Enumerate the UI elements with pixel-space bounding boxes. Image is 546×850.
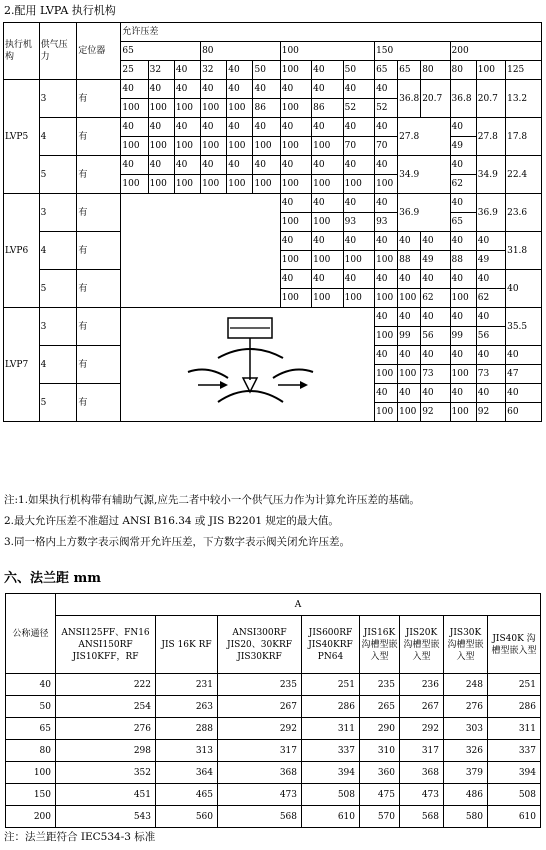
- positioner: 有: [77, 194, 121, 232]
- cell: 40: [148, 156, 174, 175]
- cell: 40: [506, 384, 542, 403]
- cell: 40: [121, 80, 148, 99]
- flange-value: 265: [360, 696, 400, 718]
- supply-pressure: 5: [39, 384, 77, 422]
- col-header: JIS16K 沟槽型嵌入型: [360, 616, 400, 674]
- cell: 100: [227, 99, 253, 118]
- cell: 40: [121, 118, 148, 137]
- cell: 40: [476, 232, 505, 251]
- cell: 40: [201, 118, 227, 137]
- cell: 40: [450, 194, 476, 213]
- flange-value: 286: [302, 696, 360, 718]
- cell: 73: [421, 365, 450, 384]
- flange-value: 311: [302, 718, 360, 740]
- cell: 40: [398, 384, 421, 403]
- cell: 40: [476, 270, 505, 289]
- cell: 40: [280, 80, 311, 99]
- empty-cell: [121, 194, 280, 308]
- cell: 100: [174, 175, 200, 194]
- note-3: 3.同一格内上方数字表示阀常开允许压差，下方数字表示阀关闭允许压差。: [4, 536, 351, 548]
- cell: 56: [476, 327, 505, 346]
- size: 65: [398, 61, 421, 80]
- section-title: 2.配用 LVPA 执行机构: [4, 4, 116, 17]
- flange-value: 570: [360, 806, 400, 828]
- flange-value: 310: [360, 740, 400, 762]
- flange-value: 508: [488, 784, 541, 806]
- cell: 62: [450, 175, 476, 194]
- col-header: JIS 16K RF: [156, 616, 218, 674]
- group-150: 150: [375, 42, 450, 61]
- flange-value: 610: [488, 806, 541, 828]
- flange-value: 231: [156, 674, 218, 696]
- cell: 40: [280, 270, 311, 289]
- positioner: 有: [77, 232, 121, 270]
- cell: 100: [450, 403, 476, 422]
- cell: 27.8: [476, 118, 505, 156]
- cell: 40: [343, 156, 374, 175]
- cell: 13.2: [506, 80, 542, 118]
- cell: 40: [506, 270, 542, 308]
- cell: 40: [398, 270, 421, 289]
- cell: 40: [375, 308, 398, 327]
- positioner: 有: [77, 156, 121, 194]
- cell: 40: [450, 384, 476, 403]
- cell: 100: [343, 175, 374, 194]
- cell: 100: [148, 175, 174, 194]
- size: 25: [121, 61, 148, 80]
- cell: 88: [398, 251, 421, 270]
- cell: 40: [450, 346, 476, 365]
- cell: 40: [312, 194, 343, 213]
- cell: 40: [121, 156, 148, 175]
- cell: 92: [421, 403, 450, 422]
- cell: 40: [375, 232, 398, 251]
- flange-value: 288: [156, 718, 218, 740]
- cell: 73: [476, 365, 505, 384]
- supply-pressure: 5: [39, 156, 77, 194]
- cell: 20.7: [476, 80, 505, 118]
- note-2: 2.最大允许压差不准超过 ANSI B16.34 或 JIS B2201 规定的最大值。: [4, 515, 339, 527]
- cell: 100: [280, 213, 311, 232]
- cell: 100: [174, 137, 200, 156]
- cell: 49: [421, 251, 450, 270]
- cell: 40: [476, 308, 505, 327]
- cell: 40: [375, 194, 398, 213]
- cell: 40: [227, 80, 253, 99]
- cell: 65: [450, 213, 476, 232]
- size: 40: [312, 61, 343, 80]
- size: 32: [148, 61, 174, 80]
- nominal-size: 65: [6, 718, 56, 740]
- flange-value: 610: [302, 806, 360, 828]
- nominal-size: 100: [6, 762, 56, 784]
- cell: 40: [450, 232, 476, 251]
- group-80: 80: [201, 42, 281, 61]
- cell: 40: [398, 346, 421, 365]
- header-nominal: 公称通径: [6, 594, 56, 674]
- flange-value: 251: [302, 674, 360, 696]
- cell: 100: [174, 99, 200, 118]
- cell: 100: [148, 137, 174, 156]
- cell: 100: [375, 403, 398, 422]
- cell: 100: [375, 327, 398, 346]
- cell: 100: [227, 137, 253, 156]
- flange-value: 251: [488, 674, 541, 696]
- flange-value: 236: [400, 674, 444, 696]
- valve-icon: [128, 310, 368, 415]
- supply-pressure: 4: [39, 346, 77, 384]
- flange-value: 337: [302, 740, 360, 762]
- flange-value: 276: [56, 718, 156, 740]
- flange-value: 290: [360, 718, 400, 740]
- cell: 100: [253, 175, 280, 194]
- cell: 100: [121, 175, 148, 194]
- cell: 49: [450, 137, 476, 156]
- table-row: [6, 674, 541, 696]
- supply-pressure: 4: [39, 232, 77, 270]
- cell: 100: [398, 289, 421, 308]
- cell: 40: [343, 270, 374, 289]
- cell: 40: [398, 232, 421, 251]
- cell: 40: [280, 156, 311, 175]
- cell: 40: [421, 384, 450, 403]
- flange-value: 235: [360, 674, 400, 696]
- cell: 100: [343, 289, 374, 308]
- cell: 100: [312, 137, 343, 156]
- cell: 40: [312, 270, 343, 289]
- cell: 56: [421, 327, 450, 346]
- cell: 40: [227, 118, 253, 137]
- group-100: 100: [280, 42, 374, 61]
- size: 125: [506, 61, 542, 80]
- flange-value: 368: [400, 762, 444, 784]
- cell: 100: [280, 175, 311, 194]
- size: 65: [375, 61, 398, 80]
- table-row: [6, 740, 541, 762]
- cell: 40: [375, 346, 398, 365]
- positioner: 有: [77, 346, 121, 384]
- cell: 40: [312, 156, 343, 175]
- flange-value: 560: [156, 806, 218, 828]
- cell: 40: [343, 194, 374, 213]
- cell: 35.5: [506, 308, 542, 346]
- cell: 100: [201, 175, 227, 194]
- cell: 49: [476, 251, 505, 270]
- cell: 88: [450, 251, 476, 270]
- cell: 40: [343, 232, 374, 251]
- flange-value: 543: [56, 806, 156, 828]
- cell: 36.9: [476, 194, 505, 232]
- table-row: [6, 762, 541, 784]
- supply-pressure: 3: [39, 308, 77, 346]
- cell: 100: [280, 99, 311, 118]
- cell: 40: [280, 118, 311, 137]
- cell: 20.7: [421, 80, 450, 118]
- group-65: 65: [121, 42, 201, 61]
- nominal-size: 50: [6, 696, 56, 718]
- cell: 100: [227, 175, 253, 194]
- flange-value: 368: [218, 762, 302, 784]
- cell: 100: [343, 251, 374, 270]
- size: 50: [253, 61, 280, 80]
- cell: 40: [450, 118, 476, 137]
- cell: 22.4: [506, 156, 542, 194]
- cell: 40: [375, 118, 398, 137]
- nominal-size: 80: [6, 740, 56, 762]
- cell: 40: [450, 308, 476, 327]
- cell: 34.9: [476, 156, 505, 194]
- size: 50: [343, 61, 374, 80]
- cell: 92: [476, 403, 505, 422]
- flange-value: 568: [400, 806, 444, 828]
- col-header: JIS30K 沟槽型嵌入型: [444, 616, 488, 674]
- flange-value: 337: [488, 740, 541, 762]
- flange-value: 379: [444, 762, 488, 784]
- cell: 86: [253, 99, 280, 118]
- cell: 100: [280, 289, 311, 308]
- cell: 40: [174, 156, 200, 175]
- cell: 40: [201, 156, 227, 175]
- cell: 40: [174, 80, 200, 99]
- cell: 31.8: [506, 232, 542, 270]
- supply-pressure: 4: [39, 118, 77, 156]
- header-positioner: 定位器: [77, 23, 121, 80]
- positioner: 有: [77, 118, 121, 156]
- cell: 40: [227, 156, 253, 175]
- cell: 100: [121, 99, 148, 118]
- nominal-size: 200: [6, 806, 56, 828]
- cell: 40: [174, 118, 200, 137]
- notes: [4, 490, 420, 553]
- cell: 40: [421, 308, 450, 327]
- flange-distance-table: [5, 593, 541, 828]
- header-a: A: [56, 594, 541, 616]
- col-header: ANSI125FF、FN16 ANSI150RF JIS10KFF，RF: [56, 616, 156, 674]
- table-row: [6, 718, 541, 740]
- cell: 100: [398, 365, 421, 384]
- size: 80: [421, 61, 450, 80]
- flange-value: 473: [218, 784, 302, 806]
- cell: 40: [506, 346, 542, 365]
- col-header: JIS600RF JIS40KRF PN64: [302, 616, 360, 674]
- actuator-lvp5: LVP5: [4, 80, 40, 194]
- header-supply: 供气压力: [39, 23, 77, 80]
- cell: 93: [343, 213, 374, 232]
- cell: 100: [201, 99, 227, 118]
- size: 100: [476, 61, 505, 80]
- note-1: 注:1.如果执行机构带有辅助气源,应先二者中较小一个供气压力作为计算允许压差的基础。: [4, 494, 420, 506]
- cell: 100: [121, 137, 148, 156]
- flange-value: 311: [488, 718, 541, 740]
- footnote: 注：法兰距符合 IEC534-3 标准: [4, 831, 156, 843]
- nominal-size: 40: [6, 674, 56, 696]
- section-6-title: 六、法兰距 mm: [4, 571, 102, 586]
- table-row: [6, 696, 541, 718]
- cell: 40: [375, 270, 398, 289]
- cell: 40: [253, 118, 280, 137]
- nominal-size: 150: [6, 784, 56, 806]
- valve-diagram: [121, 308, 375, 422]
- cell: 36.9: [398, 194, 450, 232]
- actuator-lvp6: LVP6: [4, 194, 40, 308]
- cell: 99: [450, 327, 476, 346]
- cell: 100: [201, 137, 227, 156]
- cell: 40: [476, 384, 505, 403]
- cell: 62: [421, 289, 450, 308]
- cell: 47: [506, 365, 542, 384]
- flange-value: 451: [56, 784, 156, 806]
- cell: 100: [280, 137, 311, 156]
- cell: 100: [375, 365, 398, 384]
- size: 80: [450, 61, 476, 80]
- cell: 40: [450, 156, 476, 175]
- cell: 52: [375, 99, 398, 118]
- flange-value: 360: [360, 762, 400, 784]
- size: 40: [227, 61, 253, 80]
- cell: 100: [450, 365, 476, 384]
- cell: 40: [375, 384, 398, 403]
- cell: 70: [343, 137, 374, 156]
- col-header: JIS20K 沟槽型嵌入型: [400, 616, 444, 674]
- positioner: 有: [77, 384, 121, 422]
- positioner: 有: [77, 270, 121, 308]
- cell: 23.6: [506, 194, 542, 232]
- flange-value: 298: [56, 740, 156, 762]
- cell: 40: [148, 80, 174, 99]
- flange-value: 286: [488, 696, 541, 718]
- allowable-pressure-table: [3, 22, 542, 422]
- flange-value: 303: [444, 718, 488, 740]
- flange-value: 263: [156, 696, 218, 718]
- cell: 40: [421, 346, 450, 365]
- supply-pressure: 3: [39, 194, 77, 232]
- cell: 60: [506, 403, 542, 422]
- cell: 100: [312, 175, 343, 194]
- cell: 40: [343, 80, 374, 99]
- cell: 40: [280, 232, 311, 251]
- col-header: ANSI300RF JIS20、30KRF JIS30KRF: [218, 616, 302, 674]
- flange-value: 475: [360, 784, 400, 806]
- cell: 40: [375, 156, 398, 175]
- cell: 40: [398, 308, 421, 327]
- cell: 100: [398, 403, 421, 422]
- cell: 40: [201, 80, 227, 99]
- flange-value: 248: [444, 674, 488, 696]
- cell: 100: [375, 289, 398, 308]
- table-row: [6, 784, 541, 806]
- flange-value: 352: [56, 762, 156, 784]
- size: 100: [280, 61, 311, 80]
- col-header: JIS40K 沟槽型嵌入型: [488, 616, 541, 674]
- header-allowable: 允许压差: [121, 23, 542, 42]
- cell: 100: [375, 251, 398, 270]
- flange-value: 292: [218, 718, 302, 740]
- flange-value: 276: [444, 696, 488, 718]
- cell: 36.8: [398, 80, 421, 118]
- cell: 99: [398, 327, 421, 346]
- cell: 40: [280, 194, 311, 213]
- cell: 100: [312, 251, 343, 270]
- cell: 40: [375, 80, 398, 99]
- group-200: 200: [450, 42, 541, 61]
- flange-value: 580: [444, 806, 488, 828]
- cell: 100: [450, 289, 476, 308]
- cell: 40: [421, 270, 450, 289]
- flange-value: 235: [218, 674, 302, 696]
- flange-value: 317: [218, 740, 302, 762]
- cell: 40: [421, 232, 450, 251]
- flange-value: 313: [156, 740, 218, 762]
- cell: 70: [375, 137, 398, 156]
- cell: 27.8: [398, 118, 450, 156]
- header-actuator: 执行机构: [4, 23, 40, 80]
- cell: 40: [253, 156, 280, 175]
- cell: 40: [312, 80, 343, 99]
- actuator-lvp7: LVP7: [4, 308, 40, 422]
- cell: 100: [375, 175, 398, 194]
- flange-value: 317: [400, 740, 444, 762]
- flange-value: 394: [488, 762, 541, 784]
- flange-value: 254: [56, 696, 156, 718]
- flange-value: 292: [400, 718, 444, 740]
- flange-value: 267: [400, 696, 444, 718]
- flange-value: 473: [400, 784, 444, 806]
- positioner: 有: [77, 80, 121, 118]
- cell: 36.8: [450, 80, 476, 118]
- flange-value: 326: [444, 740, 488, 762]
- flange-value: 486: [444, 784, 488, 806]
- flange-value: 465: [156, 784, 218, 806]
- cell: 17.8: [506, 118, 542, 156]
- supply-pressure: 5: [39, 270, 77, 308]
- flange-value: 394: [302, 762, 360, 784]
- cell: 100: [148, 99, 174, 118]
- size: 40: [174, 61, 200, 80]
- cell: 93: [375, 213, 398, 232]
- cell: 100: [312, 213, 343, 232]
- positioner: 有: [77, 308, 121, 346]
- flange-value: 568: [218, 806, 302, 828]
- flange-value: 267: [218, 696, 302, 718]
- supply-pressure: 3: [39, 80, 77, 118]
- flange-value: 508: [302, 784, 360, 806]
- size: 32: [201, 61, 227, 80]
- cell: 86: [312, 99, 343, 118]
- cell: 52: [343, 99, 374, 118]
- cell: 100: [253, 137, 280, 156]
- cell: 40: [312, 232, 343, 251]
- cell: 40: [450, 270, 476, 289]
- cell: 40: [312, 118, 343, 137]
- cell: 100: [312, 289, 343, 308]
- cell: 40: [343, 118, 374, 137]
- cell: 40: [253, 80, 280, 99]
- flange-value: 364: [156, 762, 218, 784]
- cell: 40: [476, 346, 505, 365]
- cell: 34.9: [398, 156, 450, 194]
- table-row: [6, 806, 541, 828]
- cell: 40: [148, 118, 174, 137]
- cell: 100: [280, 251, 311, 270]
- cell: 62: [476, 289, 505, 308]
- flange-value: 222: [56, 674, 156, 696]
